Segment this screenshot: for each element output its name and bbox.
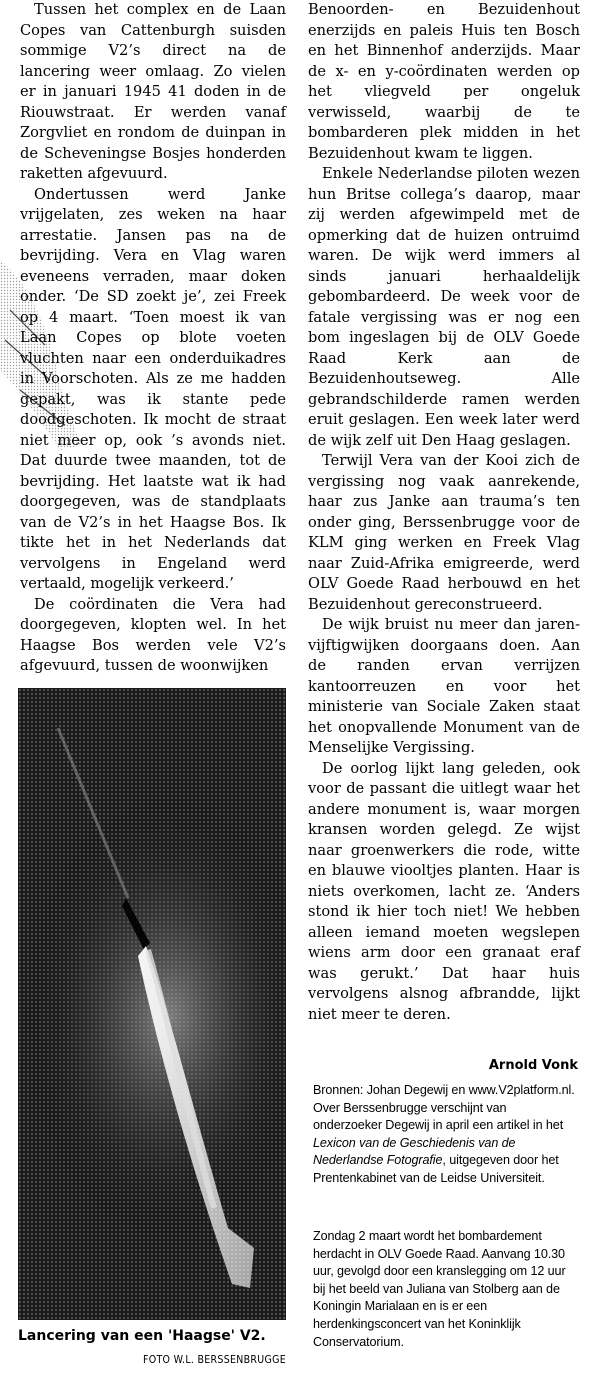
paragraph: Ondertussen werd Janke vrijgelaten, zes weken na haar arrestatie. Jansen pas na de bevrijding. Vera en Vlag waren eveneens verraden, maar doken onder. ‘De SD zoekt je’, zei Freek op 4 maart. ‘Toen moest ik van Laan Copes op blote voeten vluchten naar een onderduikadres in Voorschoten. Als ze me hadden gepakt, was ik stante pede doodgeschoten. Ik mocht de straat niet meer op, ook ’s avonds niet. Dat duurde twee maanden, tot de bevrijding. Het laatste wat ik had doorgegeven, was de standplaats van de V2’s in het Haagse Bos. Ik tikte het in het Nederlands dat vervolgens in Engeland werd vertaald, mogelijk verkeerd.’ — [20, 185, 286, 592]
photo-credit: FOTO W.L. BERSSENBRUGGE — [143, 1354, 286, 1366]
author-byline: Arnold Vonk — [488, 1058, 578, 1073]
paragraph: De oorlog lijkt lang geleden, ook voor de passant die uitlegt waar het andere monument is, waar morgen kransen worden gelegd. Ze wijst naar groenwerkers die rode, witte en blauwe viooltjes planten. Haar is niets overkomen, lacht ze. ‘Anders stond ik hier toch niet! We hebben alleen iemand moeten wegslepen wiens arm door een granaat eraf was gerukt.’ Dat haar huis vervolgens alsnog afbrandde, lijkt niet meer te deren. — [308, 759, 580, 1023]
paragraph: Enkele Nederlandse piloten wezen hun Britse collega’s daarop, maar zij werden afgewimpeld met de opmerking dat de huizen ontruimd waren. De wijk werd immers al sinds januari herhaaldelijk gebombardeerd. De week voor de fatale vergissing was er nog een bom ingeslagen bij de OLV Goede Raad Kerk aan de Bezuidenhoutseweg. Alle gebrandschilderde ramen werden eruit geslagen. Een week later werd de wijk zelf uit Den Haag geslagen. — [308, 165, 580, 449]
paragraph: Terwijl Vera van der Kooi zich de vergissing nog vaak aanrekende, haar zus Janke aan trauma’s ten onder ging, Berssenbrugge voor de KLM ging werken en Freek Vlag naar Zuid-Afrika emigreerde, werd OLV Goede Raad herbouwd en het Bezuidenhout gereconstrueerd. — [308, 452, 580, 613]
event-text: Zondag 2 maart wordt het bombardement herdacht in OLV Goede Raad. Aanvang 10.30 uur, gevolgd door een kranslegging om 12 uur bij het beeld van Juliana van Stolberg aan de Koningin Marialaan en is er een herdenkingsconcert van het Koninklijk Conservatorium. — [313, 1229, 566, 1349]
paragraph: De coördinaten die Vera had doorgegeven, klopten wel. In het Haagse Bos werden vele V2’s afgevuurd, tussen de woonwijken — [20, 595, 286, 674]
paragraph: Tussen het complex en de Laan Copes van Cattenburgh suisden sommige V2’s direct na de lancering weer omlaag. Zo vielen er in januari 1945 41 doden in de Riouwstraat. Er werden vanaf Zorgvliet en rondom de duinpan in de Scheveningse Bosjes honderden raketten afgevuurd. — [20, 1, 286, 182]
article-column-left — [20, 0, 286, 677]
article-column-right — [308, 0, 580, 1025]
sources-note — [313, 1082, 578, 1188]
sources-text: Bronnen: Johan Degewij en www.V2platform.nl. Over Berssenbrugge verschijnt van onderzoeker Degewij in april een artikel in het — [313, 1083, 575, 1133]
publication-title: Lexicon van de Geschiedenis van de Nederlandse Fotografie — [313, 1135, 516, 1168]
sources-text-end: , uitgegeven door het Prentenkabinet van de Leidse Universiteit. — [313, 1153, 559, 1185]
paragraph: De wijk bruist nu meer dan jaren-vijftigwijken doorgaans doen. Aan de randen ervan verrijzen kantoorreuzen en voor het ministerie van Sociale Zaken staat het onopvallende Monument van de Menselijke Vergissing. — [308, 616, 580, 756]
photo-caption: Lancering van een 'Haagse' V2. — [18, 1328, 266, 1344]
paragraph: Benoorden- en Bezuidenhout enerzijds en paleis Huis ten Bosch en het Binnenhof anderzijds. Maar de x- en y-coördinaten werden op het vliegveld per ongeluk verwisseld, waarbij de te bombarderen plek midden in het Bezuidenhout kwam te liggen. — [308, 1, 580, 162]
event-note — [313, 1228, 578, 1351]
v2-launch-photo — [18, 688, 286, 1320]
